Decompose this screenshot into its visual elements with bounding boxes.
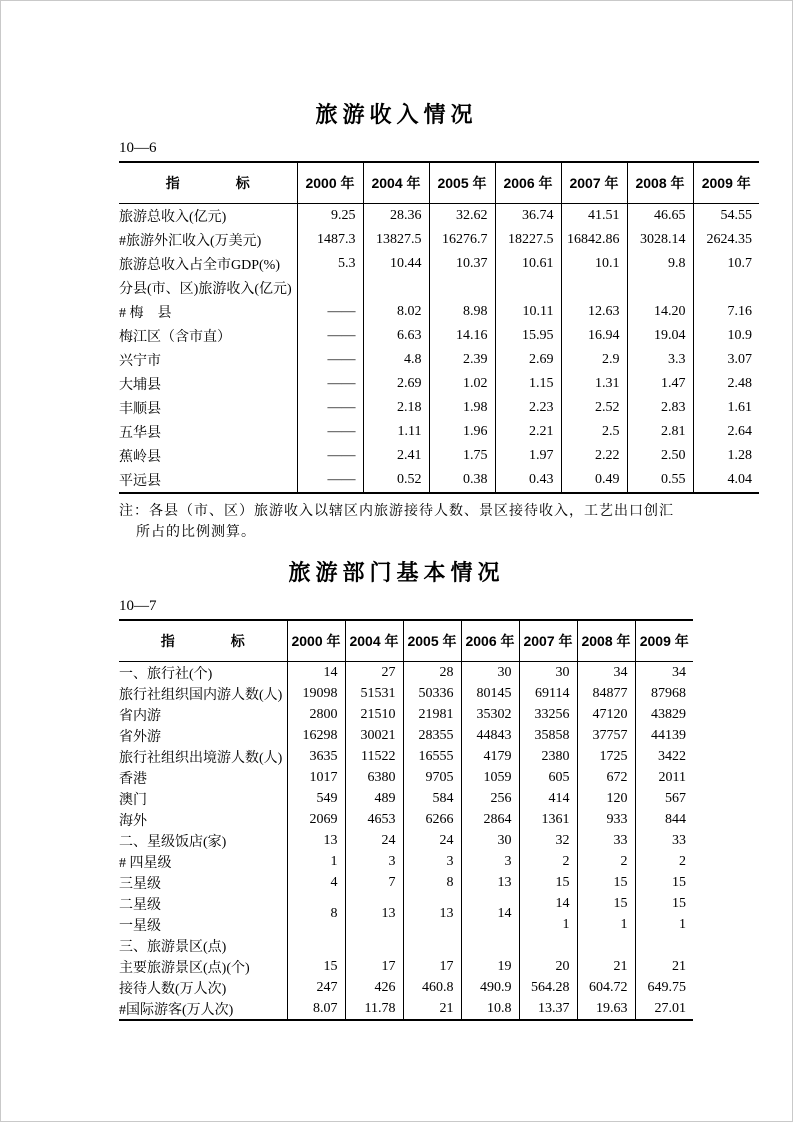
year-column-header: 2006 年 bbox=[495, 162, 561, 204]
note-line-1: 注：各县（市、区）旅游收入以辖区内旅游接待人数、景区接待收入，工艺出口创汇 bbox=[119, 504, 674, 519]
table-row bbox=[119, 893, 693, 914]
value-cell: —— bbox=[297, 468, 363, 493]
value-cell: 10.7 bbox=[727, 256, 752, 271]
value-cell: —— bbox=[297, 420, 363, 444]
value-cell bbox=[461, 935, 519, 956]
value-cell: 2.22 bbox=[561, 444, 627, 468]
value-cell: 2069 bbox=[287, 809, 345, 830]
value-cell: 844 bbox=[665, 811, 686, 827]
departments-table-title: 旅游部门基本情况 bbox=[288, 560, 505, 585]
value-cell: 2864 bbox=[461, 809, 519, 830]
value-cell: 1487.3 bbox=[297, 228, 363, 252]
row-label: 澳门 bbox=[119, 788, 287, 809]
table-row bbox=[119, 300, 759, 324]
row-label: 一星级 bbox=[119, 914, 287, 935]
value-cell: 35302 bbox=[461, 704, 519, 725]
value-cell: 2.64 bbox=[727, 424, 752, 439]
value-cell: 256 bbox=[461, 788, 519, 809]
row-label: 旅行社组织出境游人数(人) bbox=[119, 746, 287, 767]
table-row bbox=[119, 348, 759, 372]
value-cell: 28 bbox=[403, 662, 461, 684]
value-cell: 564.28 bbox=[519, 977, 577, 998]
row-label: 分县(市、区)旅游收入(亿元) bbox=[119, 276, 297, 300]
year-column-header: 2005 年 bbox=[403, 620, 461, 662]
value-cell: 15 bbox=[577, 893, 635, 914]
value-cell: 10.1 bbox=[561, 252, 627, 276]
value-cell: 2.18 bbox=[363, 396, 429, 420]
value-cell: 1725 bbox=[577, 746, 635, 767]
table-row bbox=[119, 746, 693, 767]
value-cell: 27.01 bbox=[654, 1000, 686, 1016]
row-label: #国际游客(万人次) bbox=[119, 998, 287, 1020]
value-cell: 0.49 bbox=[561, 468, 627, 493]
value-cell: 18227.5 bbox=[495, 228, 561, 252]
value-cell: 84877 bbox=[577, 683, 635, 704]
value-cell: 2011 bbox=[658, 769, 686, 785]
value-cell: 9.8 bbox=[627, 252, 693, 276]
table-row bbox=[119, 468, 759, 493]
table-row bbox=[119, 956, 693, 977]
value-cell bbox=[429, 276, 495, 300]
value-cell: 247 bbox=[287, 977, 345, 998]
row-label: 梅江区（含市直） bbox=[119, 324, 297, 348]
year-column-header: 2008 年 bbox=[577, 620, 635, 662]
value-cell: 21 bbox=[403, 998, 461, 1020]
value-cell: 2624.35 bbox=[706, 232, 752, 247]
value-cell: 8.98 bbox=[429, 300, 495, 324]
value-cell: 1.98 bbox=[429, 396, 495, 420]
value-cell: 33256 bbox=[519, 704, 577, 725]
value-cell bbox=[693, 276, 759, 300]
value-cell: 1017 bbox=[287, 767, 345, 788]
indicator-column-header: 指 标 bbox=[119, 162, 297, 204]
value-cell: 4 bbox=[287, 872, 345, 893]
value-cell: 0.38 bbox=[429, 468, 495, 493]
value-cell: 6266 bbox=[403, 809, 461, 830]
value-cell: 426 bbox=[345, 977, 403, 998]
value-cell: 13 bbox=[345, 893, 403, 935]
revenue-table-title: 旅游收入情况 bbox=[315, 102, 478, 127]
value-cell: 1 bbox=[577, 914, 635, 935]
value-cell: 30 bbox=[461, 662, 519, 684]
value-cell: 1.02 bbox=[429, 372, 495, 396]
year-column-header: 2000 年 bbox=[297, 162, 363, 204]
value-cell: 2800 bbox=[287, 704, 345, 725]
value-cell: 54.55 bbox=[720, 208, 752, 223]
row-label: 旅行社组织国内游人数(人) bbox=[119, 683, 287, 704]
value-cell: 32.62 bbox=[429, 204, 495, 229]
value-cell: 4.04 bbox=[727, 472, 752, 487]
value-cell: 4179 bbox=[461, 746, 519, 767]
value-cell: 14.16 bbox=[429, 324, 495, 348]
departments-table-number: 10—7 bbox=[119, 598, 157, 614]
year-column-header: 2006 年 bbox=[461, 620, 519, 662]
table-row bbox=[119, 725, 693, 746]
value-cell: 24 bbox=[345, 830, 403, 851]
value-cell: 672 bbox=[577, 767, 635, 788]
value-cell: 2.69 bbox=[363, 372, 429, 396]
value-cell: 21 bbox=[672, 958, 686, 974]
row-label: 主要旅游景区(点)(个) bbox=[119, 956, 287, 977]
value-cell: 36.74 bbox=[495, 204, 561, 229]
value-cell: 28355 bbox=[403, 725, 461, 746]
value-cell: 3028.14 bbox=[627, 228, 693, 252]
table-row bbox=[119, 683, 693, 704]
value-cell: 414 bbox=[519, 788, 577, 809]
value-cell: 1.47 bbox=[627, 372, 693, 396]
row-label: 旅游总收入占全市GDP(%) bbox=[119, 252, 297, 276]
value-cell: 37757 bbox=[577, 725, 635, 746]
value-cell: 567 bbox=[665, 790, 686, 806]
value-cell: 5.3 bbox=[297, 252, 363, 276]
value-cell bbox=[577, 935, 635, 956]
revenue-table-note bbox=[119, 501, 679, 543]
row-label: 海外 bbox=[119, 809, 287, 830]
row-label: 香港 bbox=[119, 767, 287, 788]
value-cell: 19.63 bbox=[577, 998, 635, 1020]
value-cell: 33 bbox=[672, 832, 686, 848]
value-cell: 14 bbox=[519, 893, 577, 914]
value-cell: 2.41 bbox=[363, 444, 429, 468]
row-label: 平远县 bbox=[119, 468, 297, 493]
value-cell: 3422 bbox=[658, 748, 686, 764]
value-cell: 1.15 bbox=[495, 372, 561, 396]
value-cell: 1.31 bbox=[561, 372, 627, 396]
value-cell: 15 bbox=[672, 895, 686, 911]
row-label: 兴宁市 bbox=[119, 348, 297, 372]
value-cell: 2.23 bbox=[495, 396, 561, 420]
value-cell: 1361 bbox=[519, 809, 577, 830]
value-cell: 1.11 bbox=[363, 420, 429, 444]
value-cell: 13 bbox=[461, 872, 519, 893]
value-cell: 2.50 bbox=[627, 444, 693, 468]
value-cell: 16555 bbox=[403, 746, 461, 767]
value-cell: 15 bbox=[287, 956, 345, 977]
value-cell: 6.63 bbox=[363, 324, 429, 348]
value-cell: 17 bbox=[403, 956, 461, 977]
value-cell: 14.20 bbox=[627, 300, 693, 324]
value-cell: 13 bbox=[287, 830, 345, 851]
value-cell: 1 bbox=[519, 914, 577, 935]
value-cell: 8 bbox=[403, 872, 461, 893]
value-cell: 27 bbox=[345, 662, 403, 684]
value-cell: 19 bbox=[461, 956, 519, 977]
value-cell: 41.51 bbox=[561, 204, 627, 229]
table-row bbox=[119, 204, 759, 229]
value-cell: 7.16 bbox=[727, 304, 752, 319]
value-cell: 549 bbox=[287, 788, 345, 809]
row-label: 三星级 bbox=[119, 872, 287, 893]
value-cell: 12.63 bbox=[561, 300, 627, 324]
value-cell: 0.43 bbox=[495, 468, 561, 493]
row-label: 蕉岭县 bbox=[119, 444, 297, 468]
value-cell: 7 bbox=[345, 872, 403, 893]
value-cell: 1 bbox=[679, 916, 686, 932]
value-cell: 6380 bbox=[345, 767, 403, 788]
value-cell: 44843 bbox=[461, 725, 519, 746]
value-cell: 1.97 bbox=[495, 444, 561, 468]
year-column-header: 2000 年 bbox=[287, 620, 345, 662]
table-row bbox=[119, 252, 759, 276]
value-cell: 2380 bbox=[519, 746, 577, 767]
year-column-header: 2005 年 bbox=[429, 162, 495, 204]
value-cell bbox=[403, 935, 461, 956]
value-cell: 604.72 bbox=[577, 977, 635, 998]
year-column-header: 2009 年 bbox=[635, 620, 693, 662]
value-cell: 19098 bbox=[287, 683, 345, 704]
table-row bbox=[119, 444, 759, 468]
table-row bbox=[119, 935, 693, 956]
value-cell: 16298 bbox=[287, 725, 345, 746]
value-cell: 2.69 bbox=[495, 348, 561, 372]
value-cell: 51531 bbox=[345, 683, 403, 704]
value-cell: 489 bbox=[345, 788, 403, 809]
year-column-header: 2007 年 bbox=[519, 620, 577, 662]
row-label: # 梅 县 bbox=[119, 300, 297, 324]
value-cell: 1 bbox=[287, 851, 345, 872]
value-cell: 16842.86 bbox=[561, 228, 627, 252]
value-cell: 14 bbox=[461, 893, 519, 935]
value-cell: 19.04 bbox=[627, 324, 693, 348]
year-column-header: 2009 年 bbox=[693, 162, 759, 204]
value-cell: 9.25 bbox=[297, 204, 363, 229]
value-cell: 16276.7 bbox=[429, 228, 495, 252]
value-cell: 605 bbox=[519, 767, 577, 788]
year-column-header: 2004 年 bbox=[363, 162, 429, 204]
value-cell: 460.8 bbox=[403, 977, 461, 998]
value-cell: 2 bbox=[679, 853, 686, 869]
value-cell: 2 bbox=[577, 851, 635, 872]
value-cell: 13.37 bbox=[519, 998, 577, 1020]
value-cell bbox=[495, 276, 561, 300]
value-cell: 8.07 bbox=[287, 998, 345, 1020]
row-label: 大埔县 bbox=[119, 372, 297, 396]
value-cell bbox=[297, 276, 363, 300]
table-row bbox=[119, 998, 693, 1020]
value-cell bbox=[345, 935, 403, 956]
year-column-header: 2008 年 bbox=[627, 162, 693, 204]
value-cell: 1.75 bbox=[429, 444, 495, 468]
revenue-table-number: 10—6 bbox=[119, 140, 157, 156]
value-cell: 28.36 bbox=[363, 204, 429, 229]
row-label: #旅游外汇收入(万美元) bbox=[119, 228, 297, 252]
value-cell: 2.52 bbox=[561, 396, 627, 420]
value-cell: 3 bbox=[403, 851, 461, 872]
table-row bbox=[119, 372, 759, 396]
value-cell: 30021 bbox=[345, 725, 403, 746]
year-column-header: 2004 年 bbox=[345, 620, 403, 662]
row-label: 省外游 bbox=[119, 725, 287, 746]
value-cell: 4653 bbox=[345, 809, 403, 830]
value-cell: 8.02 bbox=[363, 300, 429, 324]
value-cell bbox=[561, 276, 627, 300]
table-row bbox=[119, 662, 693, 684]
year-column-header: 2007 年 bbox=[561, 162, 627, 204]
value-cell bbox=[287, 935, 345, 956]
header-row bbox=[119, 620, 693, 662]
value-cell: 21 bbox=[577, 956, 635, 977]
value-cell: 490.9 bbox=[461, 977, 519, 998]
value-cell: 80145 bbox=[461, 683, 519, 704]
value-cell: 11522 bbox=[345, 746, 403, 767]
value-cell bbox=[627, 276, 693, 300]
value-cell: 15 bbox=[577, 872, 635, 893]
row-label: 五华县 bbox=[119, 420, 297, 444]
value-cell: 15 bbox=[672, 874, 686, 890]
value-cell: —— bbox=[297, 300, 363, 324]
row-label: 三、旅游景区(点) bbox=[119, 935, 287, 956]
value-cell: 1.61 bbox=[727, 400, 752, 415]
value-cell: 2.39 bbox=[429, 348, 495, 372]
value-cell: 2.21 bbox=[495, 420, 561, 444]
value-cell: 17 bbox=[345, 956, 403, 977]
value-cell: 35858 bbox=[519, 725, 577, 746]
value-cell: 3635 bbox=[287, 746, 345, 767]
table-row bbox=[119, 704, 693, 725]
value-cell: 15.95 bbox=[495, 324, 561, 348]
value-cell: 584 bbox=[403, 788, 461, 809]
row-label: 二、星级饭店(家) bbox=[119, 830, 287, 851]
value-cell: 10.11 bbox=[495, 300, 561, 324]
value-cell: 24 bbox=[403, 830, 461, 851]
table-row bbox=[119, 809, 693, 830]
value-cell: —— bbox=[297, 444, 363, 468]
value-cell: 2.48 bbox=[727, 376, 752, 391]
value-cell bbox=[635, 935, 693, 956]
row-label: 丰顺县 bbox=[119, 396, 297, 420]
value-cell: 43829 bbox=[651, 706, 686, 722]
value-cell: 0.55 bbox=[627, 468, 693, 493]
row-label: 省内游 bbox=[119, 704, 287, 725]
value-cell: 10.8 bbox=[461, 998, 519, 1020]
value-cell: 69114 bbox=[519, 683, 577, 704]
value-cell: 50336 bbox=[403, 683, 461, 704]
value-cell: 16.94 bbox=[561, 324, 627, 348]
indicator-column-header: 指 标 bbox=[119, 620, 287, 662]
value-cell: 3.07 bbox=[727, 352, 752, 367]
value-cell: 2.83 bbox=[627, 396, 693, 420]
value-cell: 3.3 bbox=[627, 348, 693, 372]
value-cell: —— bbox=[297, 324, 363, 348]
revenue-table bbox=[119, 161, 759, 494]
value-cell: 3 bbox=[461, 851, 519, 872]
note-line-2: 所占的比例测算。 bbox=[136, 525, 256, 540]
row-label: 旅游总收入(亿元) bbox=[119, 204, 297, 229]
row-label: # 四星级 bbox=[119, 851, 287, 872]
value-cell: 20 bbox=[519, 956, 577, 977]
value-cell: 30 bbox=[519, 662, 577, 684]
value-cell: 2.81 bbox=[627, 420, 693, 444]
value-cell: 13 bbox=[403, 893, 461, 935]
departments-table bbox=[119, 619, 693, 1021]
value-cell: 44139 bbox=[651, 727, 686, 743]
value-cell: 21981 bbox=[403, 704, 461, 725]
value-cell: 10.37 bbox=[429, 252, 495, 276]
value-cell: 11.78 bbox=[345, 998, 403, 1020]
value-cell: 933 bbox=[577, 809, 635, 830]
value-cell: 1059 bbox=[461, 767, 519, 788]
value-cell: 3 bbox=[345, 851, 403, 872]
value-cell: 47120 bbox=[577, 704, 635, 725]
value-cell: 13827.5 bbox=[363, 228, 429, 252]
value-cell: 34 bbox=[577, 662, 635, 684]
value-cell: 21510 bbox=[345, 704, 403, 725]
value-cell: —— bbox=[297, 396, 363, 420]
value-cell bbox=[519, 935, 577, 956]
value-cell: 2.5 bbox=[561, 420, 627, 444]
value-cell: 14 bbox=[287, 662, 345, 684]
table-row bbox=[119, 276, 759, 300]
value-cell: 649.75 bbox=[647, 979, 686, 995]
value-cell: 2 bbox=[519, 851, 577, 872]
value-cell: 0.52 bbox=[363, 468, 429, 493]
value-cell: 87968 bbox=[651, 685, 686, 701]
value-cell: 46.65 bbox=[627, 204, 693, 229]
table-row bbox=[119, 830, 693, 851]
table-row bbox=[119, 396, 759, 420]
row-label: 一、旅行社(个) bbox=[119, 662, 287, 684]
table-row bbox=[119, 977, 693, 998]
value-cell: 1.28 bbox=[727, 448, 752, 463]
row-label: 接待人数(万人次) bbox=[119, 977, 287, 998]
value-cell: 30 bbox=[461, 830, 519, 851]
value-cell: 4.8 bbox=[363, 348, 429, 372]
value-cell: —— bbox=[297, 372, 363, 396]
value-cell: 10.44 bbox=[363, 252, 429, 276]
value-cell: 10.61 bbox=[495, 252, 561, 276]
value-cell: 10.9 bbox=[727, 328, 752, 343]
table-row bbox=[119, 788, 693, 809]
value-cell: 9705 bbox=[403, 767, 461, 788]
value-cell: 1.96 bbox=[429, 420, 495, 444]
value-cell: 8 bbox=[287, 893, 345, 935]
table-row bbox=[119, 228, 759, 252]
table-row bbox=[119, 767, 693, 788]
value-cell: 33 bbox=[577, 830, 635, 851]
value-cell bbox=[363, 276, 429, 300]
table-row bbox=[119, 324, 759, 348]
table-row bbox=[119, 851, 693, 872]
value-cell: 15 bbox=[519, 872, 577, 893]
table-row bbox=[119, 420, 759, 444]
value-cell: 2.9 bbox=[561, 348, 627, 372]
table-row bbox=[119, 872, 693, 893]
row-label: 二星级 bbox=[119, 893, 287, 914]
header-row bbox=[119, 162, 759, 204]
value-cell: 32 bbox=[519, 830, 577, 851]
value-cell: 34 bbox=[672, 664, 686, 680]
value-cell: —— bbox=[297, 348, 363, 372]
value-cell: 120 bbox=[577, 788, 635, 809]
